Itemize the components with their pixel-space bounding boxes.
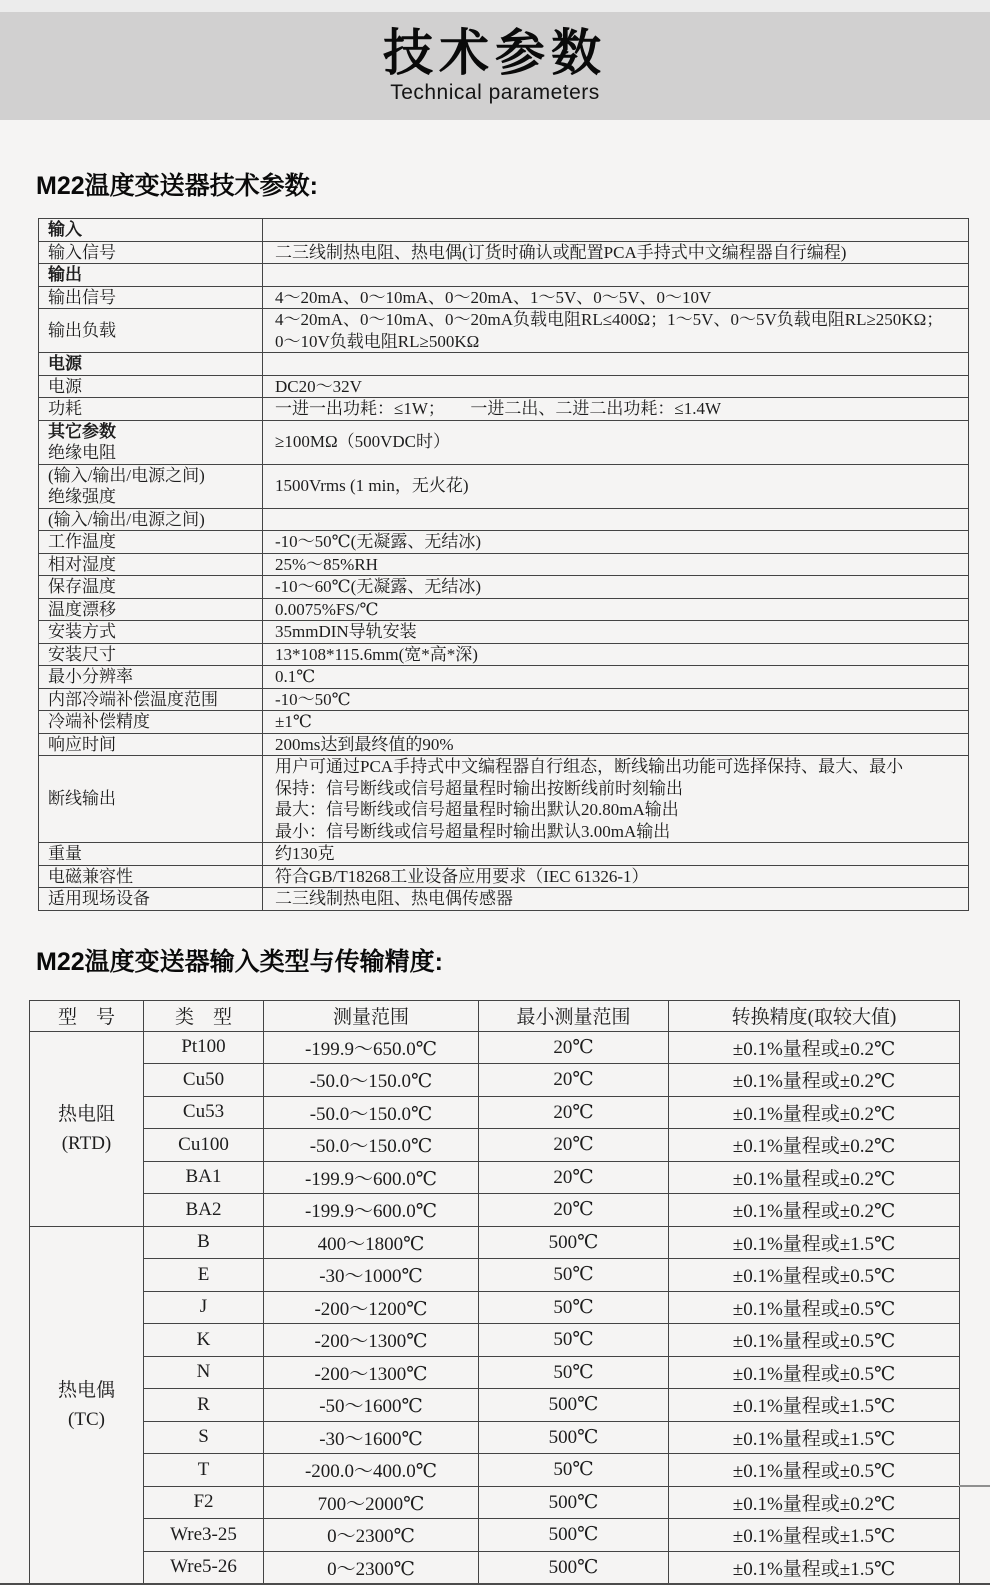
range-cell: -200.0～400.0℃ xyxy=(264,1454,479,1487)
spec-label: (输入/输出/电源之间) xyxy=(39,508,263,531)
type-cell: Wre3-25 xyxy=(144,1519,264,1552)
io-header-range: 测量范围 xyxy=(264,1000,479,1031)
spec-label: 工作温度 xyxy=(39,531,263,554)
min-range-cell: 50℃ xyxy=(479,1291,669,1324)
spec-label: 内部冷端补偿温度范围 xyxy=(39,688,263,711)
spec-value: 0.1℃ xyxy=(263,666,969,689)
type-cell: Cu53 xyxy=(144,1096,264,1129)
type-cell: BA2 xyxy=(144,1194,264,1227)
min-range-cell: 500℃ xyxy=(479,1519,669,1552)
io-group-tc xyxy=(30,1226,144,1584)
io-group-rtd xyxy=(30,1031,144,1226)
table-row xyxy=(39,531,969,554)
spec-label-line: (输入/输出/电源之间) xyxy=(48,465,205,485)
spec-value xyxy=(263,756,969,843)
type-cell: S xyxy=(144,1421,264,1454)
io-header-accuracy: 转换精度(取较大值) xyxy=(669,1000,960,1031)
min-range-cell: 500℃ xyxy=(479,1389,669,1422)
range-cell: -199.9～600.0℃ xyxy=(264,1194,479,1227)
min-range-cell: 20℃ xyxy=(479,1031,669,1064)
spec-value: 符合GB/T18268工业设备应用要求（IEC 61326-1） xyxy=(263,865,969,888)
spec-value xyxy=(263,353,969,376)
spec-value: -10～60℃(无凝露、无结冰) xyxy=(263,576,969,599)
table-row xyxy=(39,420,969,464)
spec-value: 二三线制热电阻、热电偶(订货时确认或配置PCA手持式中文编程器自行编程) xyxy=(263,241,969,264)
page-subtitle: Technical parameters xyxy=(390,81,600,105)
spec-value: ≥100MΩ（500VDC时） xyxy=(263,420,969,464)
accuracy-cell: ±0.1%量程或±0.5℃ xyxy=(669,1259,960,1292)
range-cell: -50～1600℃ xyxy=(264,1389,479,1422)
table-row xyxy=(39,843,969,866)
spec-table xyxy=(38,218,969,911)
min-range-cell: 50℃ xyxy=(479,1356,669,1389)
io-table-wrap xyxy=(29,1000,959,1585)
spec-label: 冷端补偿精度 xyxy=(39,711,263,734)
accuracy-cell: ±0.1%量程或±1.5℃ xyxy=(669,1389,960,1422)
table-row xyxy=(39,264,969,287)
spec-label: 温度漂移 xyxy=(39,598,263,621)
type-cell: K xyxy=(144,1324,264,1357)
table-row xyxy=(39,733,969,756)
io-header-min-range: 最小测量范围 xyxy=(479,1000,669,1031)
spec-value: 0.0075%FS/℃ xyxy=(263,598,969,621)
spec-label xyxy=(39,464,263,508)
spec-label: 断线输出 xyxy=(39,756,263,843)
spec-label-line: 绝缘电阻 xyxy=(48,443,116,462)
range-cell: -200～1200℃ xyxy=(264,1291,479,1324)
table-row xyxy=(39,219,969,242)
range-cell: -199.9～650.0℃ xyxy=(264,1031,479,1064)
spec-value: 二三线制热电阻、热电偶传感器 xyxy=(263,888,969,911)
min-range-cell: 20℃ xyxy=(479,1129,669,1162)
type-cell: B xyxy=(144,1226,264,1259)
spec-value-line: 最大：信号断线或信号超量程时输出默认20.80mA输出 xyxy=(275,800,679,819)
accuracy-cell: ±0.1%量程或±0.2℃ xyxy=(669,1031,960,1064)
spec-label: 响应时间 xyxy=(39,733,263,756)
accuracy-cell: ±0.1%量程或±1.5℃ xyxy=(669,1551,960,1584)
io-group-sublabel: (RTD) xyxy=(61,1132,112,1154)
spec-label: 最小分辨率 xyxy=(39,666,263,689)
spec-value: DC20～32V xyxy=(263,375,969,398)
accuracy-cell: ±0.1%量程或±0.2℃ xyxy=(669,1194,960,1227)
spec-value: -10～50℃(无凝露、无结冰) xyxy=(263,531,969,554)
spec-label: 安装尺寸 xyxy=(39,643,263,666)
table-row xyxy=(30,1129,960,1162)
io-group-label: 热电偶 xyxy=(57,1379,115,1401)
min-range-cell: 20℃ xyxy=(479,1096,669,1129)
spec-value-line: 保持：信号断线或信号超量程时输出按断线前时刻输出 xyxy=(275,778,683,798)
spec-label-line: 其它参数 xyxy=(48,421,116,441)
min-range-cell: 20℃ xyxy=(479,1064,669,1097)
accuracy-cell: ±0.1%量程或±0.2℃ xyxy=(669,1161,960,1194)
accuracy-cell: ±0.1%量程或±1.5℃ xyxy=(669,1226,960,1259)
table-row xyxy=(39,865,969,888)
table-row xyxy=(30,1031,960,1064)
table-row xyxy=(30,1096,960,1129)
table-row xyxy=(39,598,969,621)
range-cell: -50.0～150.0℃ xyxy=(264,1129,479,1162)
spec-value: 一进一出功耗：≤1W； 一进二出、二进二出功耗：≤1.4W xyxy=(263,398,969,421)
table-row xyxy=(39,286,969,309)
spec-value: ±1℃ xyxy=(263,711,969,734)
spec-value: 4～20mA、0～10mA、0～20mA、1～5V、0～5V、0～10V xyxy=(263,286,969,309)
min-range-cell: 500℃ xyxy=(479,1551,669,1584)
spec-value: 1500Vrms (1 min，无火花) xyxy=(263,464,969,508)
range-cell: -199.9～600.0℃ xyxy=(264,1161,479,1194)
table-header-row xyxy=(30,1000,960,1031)
spec-label: 适用现场设备 xyxy=(39,888,263,911)
table-row xyxy=(39,309,969,353)
spec-value xyxy=(263,508,969,531)
table-row xyxy=(30,1291,960,1324)
table-row xyxy=(30,1161,960,1194)
accuracy-cell: ±0.1%量程或±0.5℃ xyxy=(669,1324,960,1357)
table-row xyxy=(39,353,969,376)
table-row xyxy=(39,666,969,689)
spec-label xyxy=(39,420,263,464)
accuracy-cell: ±0.1%量程或±1.5℃ xyxy=(669,1519,960,1552)
table-row xyxy=(30,1064,960,1097)
accuracy-cell: ±0.1%量程或±0.2℃ xyxy=(669,1064,960,1097)
range-cell: 0～2300℃ xyxy=(264,1551,479,1584)
min-range-cell: 500℃ xyxy=(479,1226,669,1259)
spec-label: 功耗 xyxy=(39,398,263,421)
spec-label: 输出 xyxy=(39,264,263,287)
table-row xyxy=(30,1356,960,1389)
accuracy-cell: ±0.1%量程或±0.2℃ xyxy=(669,1486,960,1519)
io-header-model: 型 号 xyxy=(30,1000,144,1031)
min-range-cell: 50℃ xyxy=(479,1324,669,1357)
spec-value: 约130克 xyxy=(263,843,969,866)
type-cell: Pt100 xyxy=(144,1031,264,1064)
type-cell: F2 xyxy=(144,1486,264,1519)
table-row xyxy=(39,756,969,843)
spec-value: 35mmDIN导轨安装 xyxy=(263,621,969,644)
table-row xyxy=(30,1551,960,1584)
range-cell: 700～2000℃ xyxy=(264,1486,479,1519)
min-range-cell: 50℃ xyxy=(479,1454,669,1487)
type-cell: R xyxy=(144,1389,264,1422)
accuracy-cell: ±0.1%量程或±1.5℃ xyxy=(669,1421,960,1454)
spec-value xyxy=(263,219,969,242)
table-row xyxy=(39,241,969,264)
min-range-cell: 500℃ xyxy=(479,1486,669,1519)
type-cell: BA1 xyxy=(144,1161,264,1194)
table-row xyxy=(30,1486,960,1519)
spec-label: 保存温度 xyxy=(39,576,263,599)
type-cell: Cu50 xyxy=(144,1064,264,1097)
min-range-cell: 50℃ xyxy=(479,1259,669,1292)
spec-value-line: 0～10V负载电阻RL≥500KΩ xyxy=(275,331,480,351)
spec-value: 200ms达到最终值的90% xyxy=(263,733,969,756)
table-row xyxy=(39,553,969,576)
min-range-cell: 20℃ xyxy=(479,1161,669,1194)
spec-label: 输出负载 xyxy=(39,309,263,353)
io-table xyxy=(29,1000,960,1585)
spec-section-heading: M22温度变送器技术参数: xyxy=(36,172,318,200)
table-row xyxy=(39,888,969,911)
spec-label: 输入 xyxy=(39,219,263,242)
range-cell: -200～1300℃ xyxy=(264,1356,479,1389)
range-cell: -50.0～150.0℃ xyxy=(264,1096,479,1129)
table-row xyxy=(30,1226,960,1259)
table-row xyxy=(39,398,969,421)
spec-value: 13*108*115.6mm(宽*高*深) xyxy=(263,643,969,666)
io-section-heading: M22温度变送器输入类型与传输精度: xyxy=(36,947,443,976)
page-header xyxy=(0,12,990,120)
table-row xyxy=(30,1519,960,1552)
spec-value-line: 最小：信号断线或信号超量程时输出默认3.00mA输出 xyxy=(275,821,671,841)
type-cell: J xyxy=(144,1291,264,1324)
range-cell: -30～1600℃ xyxy=(264,1421,479,1454)
table-row xyxy=(30,1421,960,1454)
spec-label: 安装方式 xyxy=(39,621,263,644)
min-range-cell: 20℃ xyxy=(479,1194,669,1227)
table-row xyxy=(30,1324,960,1357)
type-cell: E xyxy=(144,1259,264,1292)
accuracy-cell: ±0.1%量程或±0.5℃ xyxy=(669,1356,960,1389)
type-cell: Cu100 xyxy=(144,1129,264,1162)
spec-value: 25%～85%RH xyxy=(263,553,969,576)
range-cell: -200～1300℃ xyxy=(264,1324,479,1357)
spec-value-line: 用户可通过PCA手持式中文编程器自行组态，断线输出功能可选择保持、最大、最小 xyxy=(275,757,904,776)
spec-label: 电磁兼容性 xyxy=(39,865,263,888)
table-row xyxy=(39,688,969,711)
table-row xyxy=(30,1454,960,1487)
range-cell: 0～2300℃ xyxy=(264,1519,479,1552)
table-row xyxy=(39,576,969,599)
range-cell: 400～1800℃ xyxy=(264,1226,479,1259)
type-cell: T xyxy=(144,1454,264,1487)
accuracy-cell: ±0.1%量程或±0.5℃ xyxy=(669,1454,960,1487)
table-row xyxy=(39,375,969,398)
spec-label: 电源 xyxy=(39,375,263,398)
table-row xyxy=(30,1194,960,1227)
table-row xyxy=(30,1389,960,1422)
range-cell: -30～1000℃ xyxy=(264,1259,479,1292)
spec-value-line: 4～20mA、0～10mA、0～20mA负载电阻RL≤400Ω；1～5V、0～5V负载电阻RL≥250KΩ； xyxy=(275,310,944,329)
io-group-sublabel: (TC) xyxy=(68,1408,105,1430)
min-range-cell: 500℃ xyxy=(479,1421,669,1454)
spec-label: 输出信号 xyxy=(39,286,263,309)
table-row xyxy=(39,643,969,666)
spec-value xyxy=(263,264,969,287)
table-row xyxy=(39,711,969,734)
top-strip xyxy=(0,0,990,12)
table-row xyxy=(30,1259,960,1292)
io-header-type: 类 型 xyxy=(144,1000,264,1031)
spec-label-line: 绝缘强度 xyxy=(48,487,116,506)
range-cell: -50.0～150.0℃ xyxy=(264,1064,479,1097)
io-group-label: 热电阻 xyxy=(57,1103,115,1125)
spec-label: 电源 xyxy=(39,353,263,376)
accuracy-cell: ±0.1%量程或±0.5℃ xyxy=(669,1291,960,1324)
type-cell: N xyxy=(144,1356,264,1389)
spec-label: 重量 xyxy=(39,843,263,866)
type-cell: Wre5-26 xyxy=(144,1551,264,1584)
spec-label: 相对湿度 xyxy=(39,553,263,576)
accuracy-cell: ±0.1%量程或±0.2℃ xyxy=(669,1096,960,1129)
spec-value xyxy=(263,309,969,353)
table-row xyxy=(39,508,969,531)
page-title: 技术参数 xyxy=(383,24,607,81)
spec-label: 输入信号 xyxy=(39,241,263,264)
table-row xyxy=(39,621,969,644)
accuracy-cell: ±0.1%量程或±0.2℃ xyxy=(669,1129,960,1162)
table-row xyxy=(39,464,969,508)
spec-value: -10～50℃ xyxy=(263,688,969,711)
